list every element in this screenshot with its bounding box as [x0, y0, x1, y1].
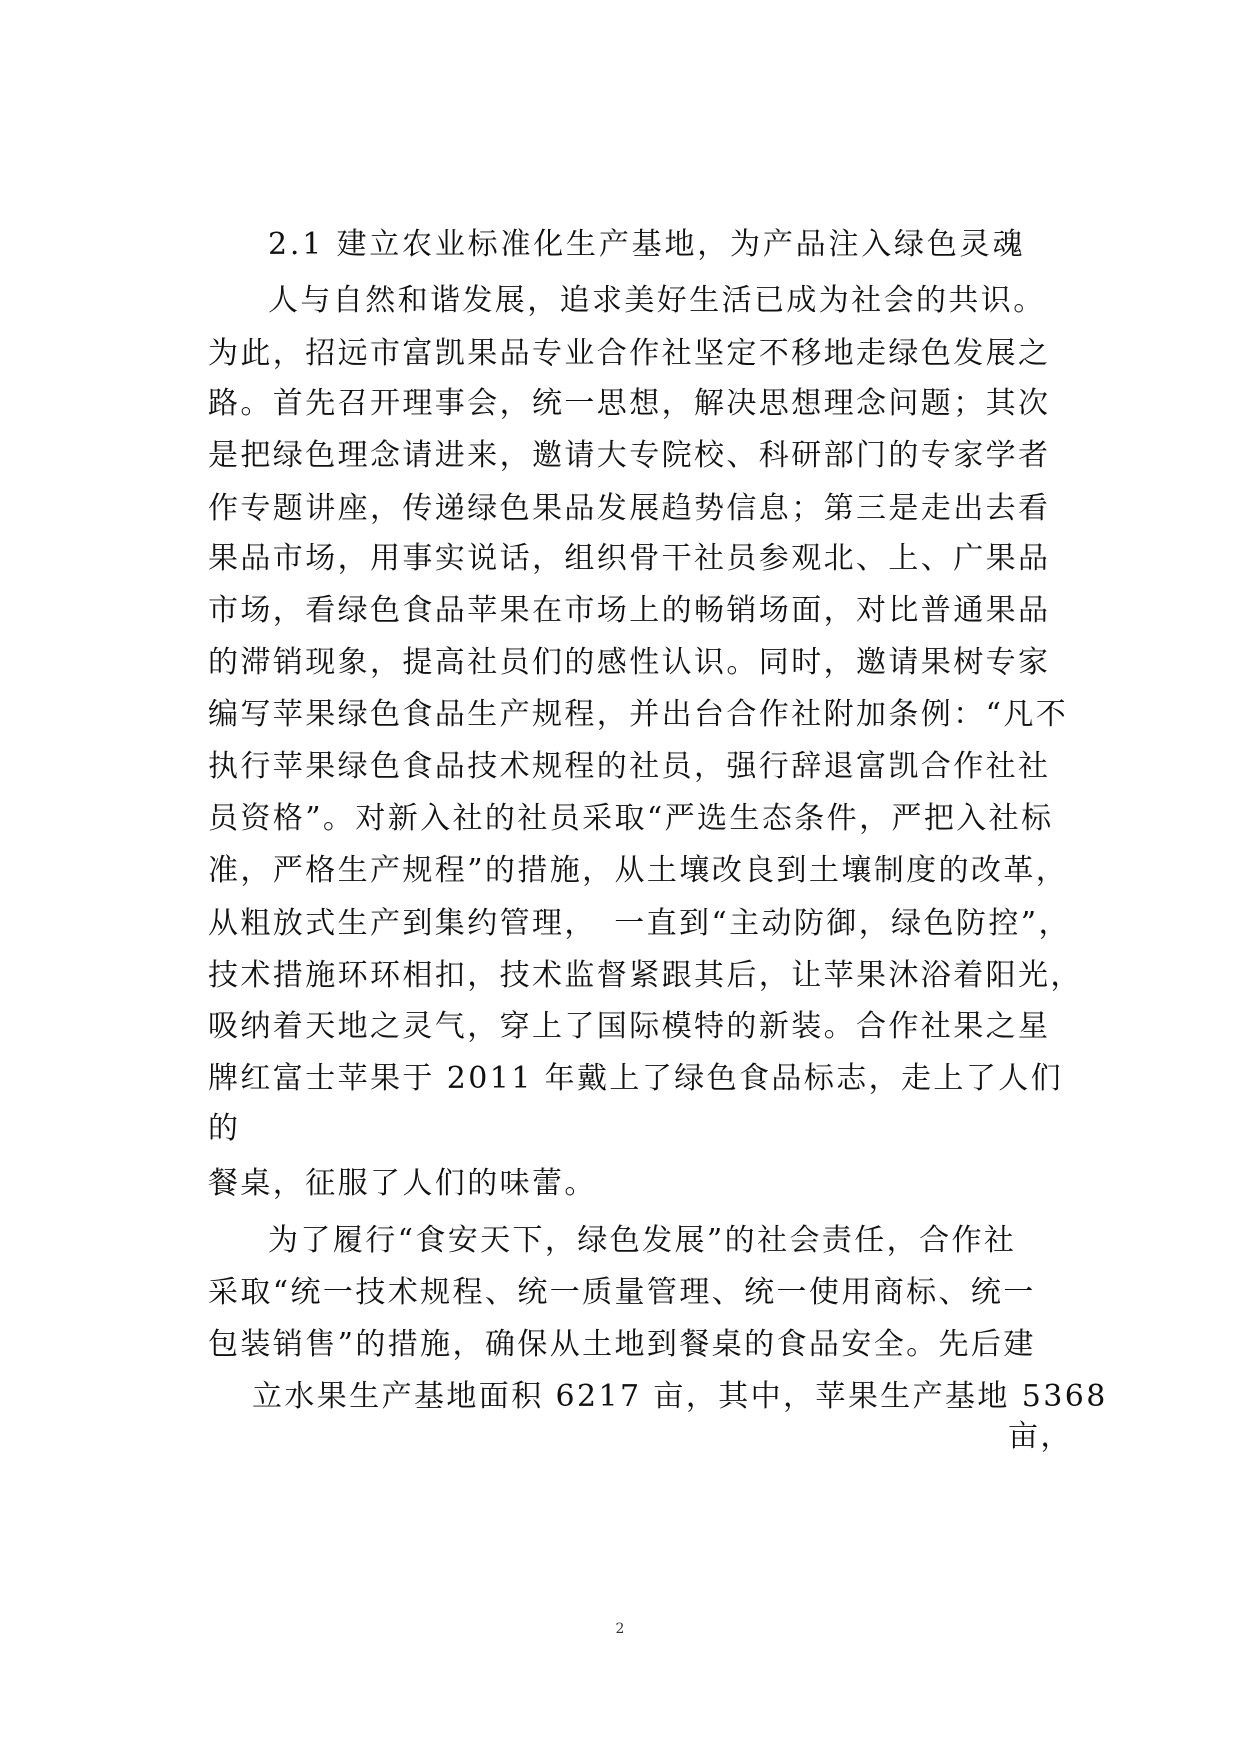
paragraph-line: 执行苹果绿色食品技术规程的社员，强行辞退富凯合作社社 — [208, 749, 1051, 784]
paragraph-line: 包装销售”的措施，确保从土地到餐桌的食品安全。先后建 — [208, 1327, 1036, 1362]
paragraph-line: 立水果生产基地面积 6217 亩，其中，苹果生产基地 5368 — [252, 1379, 1108, 1414]
paragraph-line: 员资格”。对新入社的社员采取“严选生态条件，严把入社标 — [208, 801, 1054, 836]
paragraph-line: 餐桌，征服了人们的味蕾。 — [208, 1166, 597, 1201]
page-number: 2 — [615, 1621, 625, 1637]
paragraph-line: 编写苹果绿色食品生产规程，并出台合作社附加条例：“凡不 — [208, 697, 1069, 732]
paragraph-line: 市场，看绿色食品苹果在市场上的畅销场面，对比普通果品 — [208, 593, 1051, 628]
section-heading: 2.1 建立农业标准化生产基地，为产品注入绿色灵魂 — [268, 227, 1026, 262]
paragraph-line: 为了履行“食安天下，绿色发展”的社会责任，合作社 — [268, 1223, 1017, 1258]
paragraph-line: 是把绿色理念请进来，邀请大专院校、科研部门的专家学者 — [208, 438, 1051, 473]
paragraph-line: 为此，招远市富凯果品专业合作社坚定不移地走绿色发展之 — [208, 336, 1051, 371]
paragraph-line: 亩， — [1008, 1419, 1073, 1454]
paragraph-line: 从粗放式生产到集约管理， 一直到“主动防御，绿色防控”， — [208, 906, 1071, 941]
paragraph-line: 作专题讲座，传递绿色果品发展趋势信息；第三是走出去看 — [208, 491, 1051, 526]
paragraph-line: 人与自然和谐发展，追求美好生活已成为社会的共识。 — [268, 283, 1046, 318]
paragraph-line: 果品市场，用事实说话，组织骨干社员参观北、上、广果品 — [208, 541, 1051, 576]
paragraph-line: 采取“统一技术规程、统一质量管理、统一使用商标、统一 — [208, 1275, 1036, 1310]
paragraph-line: 路。首先召开理事会，统一思想，解决思想理念问题；其次 — [208, 386, 1051, 421]
paragraph-line: 牌红富士苹果于 2011 年戴上了绿色食品标志，走上了人们 — [208, 1061, 1064, 1096]
paragraph-line: 的 — [208, 1111, 241, 1146]
paragraph-line: 吸纳着天地之灵气，穿上了国际模特的新装。合作社果之星 — [208, 1009, 1051, 1044]
paragraph-line: 的滞销现象，提高社员们的感性认识。同时，邀请果树专家 — [208, 645, 1051, 680]
paragraph-line: 技术措施环环相扣，技术监督紧跟其后，让苹果沐浴着阳光， — [208, 958, 1083, 993]
paragraph-line: 准，严格生产规程”的措施，从土壤改良到土壤制度的改革， — [208, 853, 1069, 888]
